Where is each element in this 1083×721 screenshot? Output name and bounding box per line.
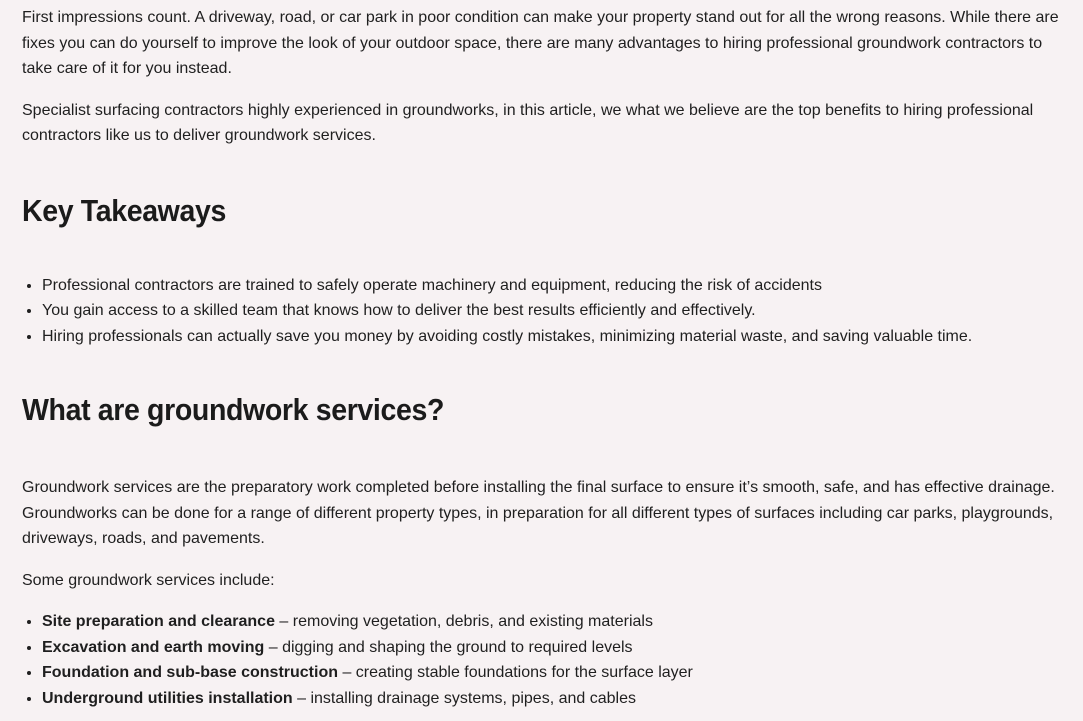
service-term: Excavation and earth moving (42, 638, 265, 656)
service-description: – creating stable foundations for the surface layer (338, 664, 693, 682)
list-item: • You gain access to a skilled team that knows how to deliver the best results efficiently and effectively. (42, 298, 1061, 324)
service-description: – removing vegetation, debris, and existing materials (274, 613, 653, 631)
intro-paragraph-1: First impressions count. A driveway, road, or car park in poor condition can make your property stand out for all the wrong reasons. While there are fixes you can do yourself to improve the look of your outdoor space, there are many advantages to hiring professional groundwork contractors to take care of it for you instead. (22, 9, 1059, 77)
groundwork-services-list (22, 609, 1061, 711)
service-description: – digging and shaping the ground to required levels (264, 638, 633, 656)
groundwork-heading: What are groundwork services? (22, 392, 445, 428)
service-description: – installing drainage systems, pipes, and cables (292, 690, 636, 708)
list-item (42, 686, 1061, 712)
list-item (42, 660, 1061, 686)
list-item (42, 635, 1061, 661)
groundwork-paragraph-1: Groundwork services are the preparatory work completed before installing the final surface to ensure it’s smooth, safe, and has effective drainage. Groundworks can be done for a range of different property types, in preparation for all different types of surfaces including car parks, playgrounds, driveways, roads, and pavements. (22, 479, 1055, 548)
service-term: Foundation and sub-base construction (42, 664, 338, 682)
groundwork-paragraph-2: Some groundwork services include: (22, 571, 275, 589)
list-item (42, 609, 1061, 635)
service-term: Underground utilities installation (42, 690, 293, 708)
key-takeaways-list (22, 273, 1061, 350)
list-item: • Hiring professionals can actually save you money by avoiding costly mistakes, minimizing material waste, and saving valuable time. (42, 324, 1061, 350)
list-item: • Professional contractors are trained to safely operate machinery and equipment, reducing the risk of accidents (42, 273, 1061, 299)
intro-paragraph-2: Specialist surfacing contractors highly experienced in groundworks, in this article, we what we believe are the top benefits to hiring professional contractors like us to deliver groundwork services. (22, 101, 1034, 144)
key-takeaways-heading: Key Takeaways (22, 192, 226, 228)
service-term: Site preparation and clearance (42, 613, 275, 631)
